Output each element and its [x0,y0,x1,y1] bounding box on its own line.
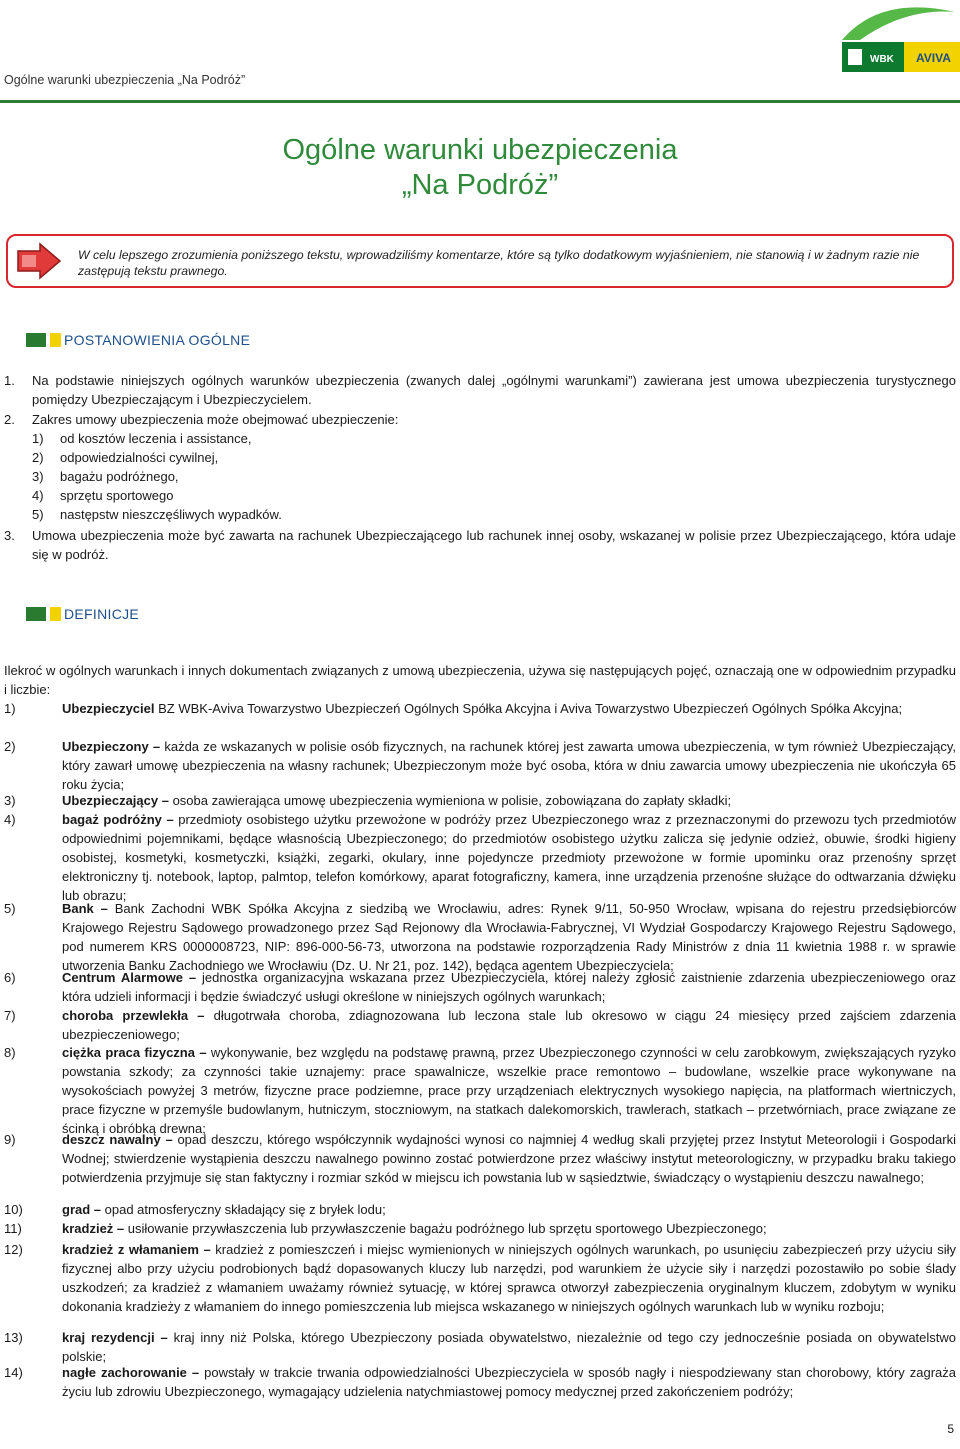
definition-body [62,1328,956,1366]
definition-item [4,968,956,1006]
definition-term: kradzież – [62,1221,125,1236]
definition-body [62,1200,956,1219]
provision-item-2: 2. Zakres umowy ubezpieczenia może obejmować ubezpieczenie: [4,412,399,427]
definition-item [4,1328,956,1366]
section-marker [26,607,62,621]
definition-text: kraj inny niż Polska, którego Ubezpieczony posiada obywatelstwo, niezależnie od tego czy jednocześnie posiada on obywatelstwo polskie; [62,1330,957,1364]
definition-term: Bank – [62,901,108,916]
definition-body [62,810,956,905]
definition-term: Centrum Alarmowe – [62,970,197,985]
definition-body [62,1240,956,1316]
scope-subitem-4: 4) sprzętu sportowego [32,488,174,503]
scope-subitem-2: 2) odpowiedzialności cywilnej, [32,450,219,465]
page-number: 5 [947,1422,954,1436]
section-title-general: POSTANOWIENIA OGÓLNE [64,332,251,348]
definition-number: 3) [4,793,16,808]
definition-body [62,1043,956,1138]
logo-right-text: AVIVA [916,51,951,65]
scope-subitem-1: 1) od kosztów leczenia i assistance, [32,431,252,446]
definition-text: jednostka organizacyjna wskazana przez Ubezpieczyciela, której należy zgłosić zaistnienie zdarzenia ubezpieczeniowego oraz która udzieli informacji i będzie świadczyć usługi określone w niniejszych ogólnych warunkach; [62,970,956,1004]
definition-term: deszcz nawalny – [62,1132,173,1147]
definition-text: każda ze wskazanych w polisie osób fizycznych, na rachunek której jest zawarta umowa ubezpieczenia, w tym również Ubezpieczający, który zawarł umowę ubezpieczenia na własny rachunek; Ubezpieczonym może być osoba, która w dniu zawarcia umowy ubezpieczenia nie ukończyła 65 roku życia; [62,739,956,792]
definition-number: 1) [4,701,16,716]
definition-text: długotrwała choroba, zdiagnozowana lub leczona stale lub okresowo w ciągu 24 miesięcy przed zajściem zdarzenia ubezpieczeniowego; [62,1008,956,1042]
definition-item [4,1043,956,1138]
comment-note-text: W celu lepszego zrozumienia poniższego tekstu, wprowadziliśmy komentarze, które są tylko dodatkowym wyjaśnieniem, nie stanowią i w żadnym razie nie zastępują tekstu prawnego. [78,248,920,278]
definition-term: Ubezpieczony – [62,739,161,754]
definition-term: ciężka praca fizyczna – [62,1045,207,1060]
definition-number: 11) [4,1221,22,1236]
definition-text: kradzież z pomieszczeń i miejsc wymienionych w niniejszych ogólnych warunkach, po usunięciu zabezpieczeń przy użyciu siły fizycznej albo przy użyciu podrobionych bądź dopasowanych kluczy lub narzędzi, pod warunkiem że użycie siły i narzędzi pozostawiło po sobie ślady uszkodzeń; za kradzież z włamaniem uważamy również sytuację, w której sprawca otworzył zabezpieczenia oryginalnym kluczem, zdobytym w wyniku dokonania kradzieży z włamaniem do innego pomieszczenia lub miejsca wskazanego w niniejszych ogólnych warunkach lub w wyniku rozboju; [62,1242,956,1314]
definition-body [62,699,956,718]
scope-subitem-5: 5) następstw nieszczęśliwych wypadków. [32,507,282,522]
document-title [0,133,960,203]
definition-body [62,1363,956,1401]
definition-term: kraj rezydencji – [62,1330,168,1345]
definition-text: wykonywanie, bez względu na podstawę prawną, przez Ubezpieczonego czynności w celu zarobkowym, zwiększających ryzyko powstania szkody; za czynności takie uznajemy: prace spawalnicze, wszelkie prace remontowo – budowlane, wszelkie prace wykonywane na wysokościach powyżej 3 metrów, fizyczne prace podziemne, prace przy urządzeniach elektrycznych wysokiego napięcia, na platformach wiertniczych, prace fizyczne w przemyśle budowlanym, hutniczym, stoczniowym, na statkach dalekomorskich, trawlerach, statkach – przetwórniach, prace związane ze ścinką i obróbką drewna; [62,1045,956,1136]
arrow-hand-icon [14,241,64,281]
definition-body [62,737,956,794]
definition-text: osoba zawierająca umowę ubezpieczenia wymieniona w polisie, zobowiązana do zapłaty składki; [172,793,732,808]
definition-number: 8) [4,1045,16,1060]
section-title-definitions: DEFINICJE [64,606,140,622]
definition-term: kradzież z włamaniem – [62,1242,211,1257]
definition-term: Ubezpieczyciel [62,701,155,716]
definition-item [4,1219,956,1238]
definition-item [4,1363,956,1401]
header-divider [0,100,960,103]
definition-item [4,810,956,905]
definition-body [62,791,956,810]
definition-text: BZ WBK-Aviva Towarzystwo Ubezpieczeń Ogólnych Spółka Akcyjna i Aviva Towarzystwo Ubezpieczeń Ogólnych Spółka Akcyjna; [158,701,903,716]
definition-term: Ubezpieczający – [62,793,169,808]
definition-body [62,1006,956,1044]
running-header: Ogólne warunki ubezpieczenia „Na Podróż” [4,73,246,87]
definition-text: opad atmosferyczny składający się z bryłek lodu; [104,1202,386,1217]
logo-graphic [820,0,960,78]
definition-number: 13) [4,1330,23,1345]
definition-number: 2) [4,739,16,754]
provision-item-1: 1. Na podstawie niniejszych ogólnych warunków ubezpieczenia (zwanych dalej „ogólnymi warunkami”) zawierana jest umowa ubezpieczenia turystycznego pomiędzy Ubezpieczającym i Ubezpieczycielem. [4,373,956,407]
definition-text: opad deszczu, którego współczynnik wydajności wynosi co najmniej 4 według skali przyjętej przez Instytut Meteorologii i Gospodarki Wodnej; stwierdzenie wystąpienia deszczu nawalnego powinno zostać potwierdzone przez właściwy instytut meteorologiczny, w przypadku braku takiego potwierdzenia przyjmuje się stan faktyczny i rozmiar szkód w miejscu ich powstania lub w sąsiedztwie, świadczący o wystąpieniu deszczu nawalnego; [62,1132,956,1185]
definition-text: powstały w trakcie trwania odpowiedzialności Ubezpieczyciela w sposób nagły i niespodziewany stan chorobowy, który zagraża życiu lub zdrowiu Ubezpieczonego, wymagający udzielenia natychmiastowej pomocy medycznej przed zakończeniem podróży; [62,1365,956,1399]
definition-item [4,699,956,718]
provision-item-3: 3. Umowa ubezpieczenia może być zawarta na rachunek Ubezpieczającego lub rachunek innej osoby, wskazanej w polisie przez Ubezpieczającego, która udaje się w podróż. [4,528,956,562]
definition-text: usiłowanie przywłaszczenia lub przywłaszczenie bagażu podróżnego lub sprzętu sportowego Ubezpieczonego; [127,1221,767,1236]
definition-number: 14) [4,1365,23,1380]
definition-term: bagaż podróżny – [62,812,174,827]
definition-term: grad – [62,1202,102,1217]
definition-body [62,1219,956,1238]
definition-item [4,1200,956,1219]
definition-item [4,1240,956,1316]
definition-term: choroba przewlekła – [62,1008,205,1023]
definition-body [62,899,956,975]
definition-number: 10) [4,1202,23,1217]
logo-left-text: WBK [870,54,894,65]
definition-term: nagłe zachorowanie – [62,1365,200,1380]
scope-subitem-3: 3) bagażu podróżnego, [32,469,179,484]
definition-number: 6) [4,970,16,985]
definition-text: Bank Zachodni WBK Spółka Akcyjna z siedzibą we Wrocławiu, adres: Rynek 9/11, 50-950 Wrocław, wpisana do rejestru przedsiębiorców Krajowego Rejestru Sądowego prowadzonego przez Sąd Rejonowy dla Wrocławia-Fabrycznej, VI Wydział Gospodarczy Krajowego Rejestru Sądowego, pod numerem KRS 0000008723, NIP: 896-000-56-73, utworzona na podstawie rozporządzenia Rady Ministrów z dnia 11 kwietnia 1988 r. w sprawie utworzenia Banku Zachodniego we Wrocławiu (Dz. U. Nr 21, poz. 142), będąca agentem Ubezpieczyciela; [62,901,956,973]
definitions-intro: Ilekroć w ogólnych warunkach i innych dokumentach związanych z umową ubezpieczenia, używa się następujących pojęć, oznaczają one w odpowiednim przypadku i liczbie: [4,663,956,697]
definition-number: 7) [4,1008,16,1023]
definition-number: 9) [4,1132,16,1147]
definition-item [4,1130,956,1187]
title-line-1: Ogólne warunki ubezpieczenia [282,134,678,166]
definition-item [4,737,956,794]
definition-text: przedmioty osobistego użytku przewożone w podróży przez Ubezpieczonego wraz z przeznaczonymi do przewozu tych przedmiotów odpowiednimi pojemnikami, będące własnością Ubezpieczonego; do przedmiotów osobistego użytku zalicza się jedynie odzież, obuwie, środki higieny osobistej, kosmetyki, kosmetyczki, książki, zegarki, okulary, inne pojedyncze przedmioty przewożone w formie upominku oraz przenośny sprzęt elektroniczny tj. notebook, laptop, palmtop, telefon komórkowy, aparat fotograficzny, kamera, inne urządzenia przenośne służące do odtwarzania dźwięku lub obrazu; [62,812,956,903]
definition-item [4,899,956,975]
definition-item [4,1006,956,1044]
definition-number: 4) [4,812,16,827]
definition-number: 12) [4,1242,23,1257]
title-line-2: „Na Podróż” [401,169,559,201]
definition-body [62,968,956,1006]
definition-body [62,1130,956,1187]
definition-item [4,791,956,810]
section-marker [26,333,62,347]
company-logo [820,0,960,78]
definition-number: 5) [4,901,16,916]
